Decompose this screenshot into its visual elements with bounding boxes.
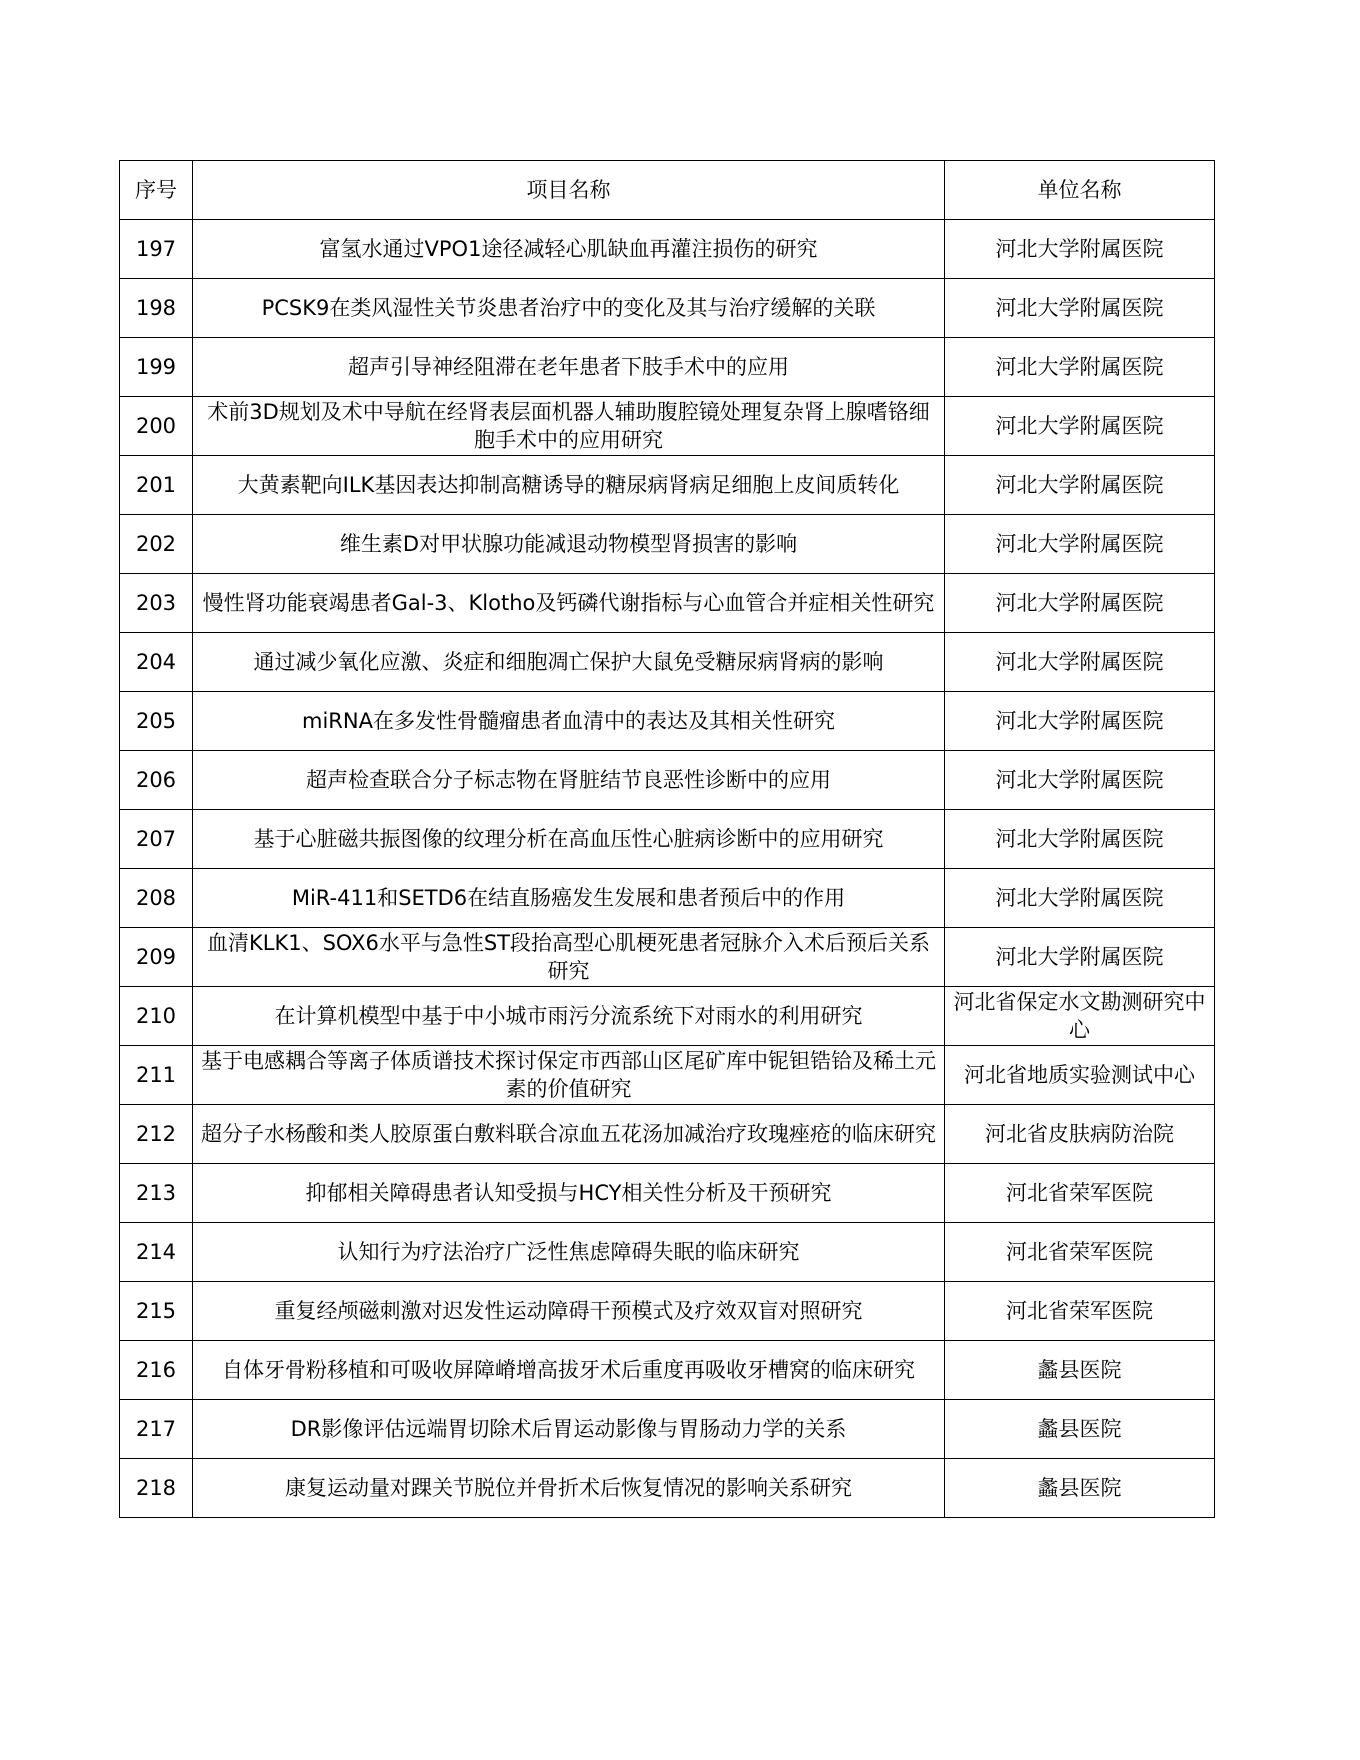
table-row xyxy=(120,1400,1215,1459)
table-row xyxy=(120,1223,1215,1282)
table-row xyxy=(120,869,1215,928)
serial-number-cell: 210 xyxy=(120,987,193,1046)
table-row xyxy=(120,1046,1215,1105)
table-row xyxy=(120,633,1215,692)
header-unit-name: 单位名称 xyxy=(945,161,1215,220)
serial-number-cell: 217 xyxy=(120,1400,193,1459)
serial-number-cell: 211 xyxy=(120,1046,193,1105)
serial-number-cell: 215 xyxy=(120,1282,193,1341)
project-name-cell: 基于电感耦合等离子体质谱技术探讨保定市西部山区尾矿库中铌钽锆铪及稀土元素的价值研究 xyxy=(193,1046,945,1105)
table-row xyxy=(120,220,1215,279)
table-row xyxy=(120,397,1215,456)
serial-number-cell: 205 xyxy=(120,692,193,751)
serial-number-cell: 203 xyxy=(120,574,193,633)
project-name-cell: 富氢水通过VPO1途径减轻心肌缺血再灌注损伤的研究 xyxy=(193,220,945,279)
table-header-row xyxy=(120,161,1215,220)
unit-name-cell: 河北省皮肤病防治院 xyxy=(945,1105,1215,1164)
serial-number-cell: 216 xyxy=(120,1341,193,1400)
project-name-cell: 维生素D对甲状腺功能减退动物模型肾损害的影响 xyxy=(193,515,945,574)
project-name-cell: 抑郁相关障碍患者认知受损与HCY相关性分析及干预研究 xyxy=(193,1164,945,1223)
table-row xyxy=(120,810,1215,869)
project-table xyxy=(119,160,1215,1518)
project-name-cell: PCSK9在类风湿性关节炎患者治疗中的变化及其与治疗缓解的关联 xyxy=(193,279,945,338)
unit-name-cell: 河北省荣军医院 xyxy=(945,1223,1215,1282)
serial-number-cell: 214 xyxy=(120,1223,193,1282)
unit-name-cell: 河北大学附属医院 xyxy=(945,692,1215,751)
serial-number-cell: 197 xyxy=(120,220,193,279)
table-row xyxy=(120,987,1215,1046)
serial-number-cell: 198 xyxy=(120,279,193,338)
table-row xyxy=(120,1282,1215,1341)
project-name-cell: 血清KLK1、SOX6水平与急性ST段抬高型心肌梗死患者冠脉介入术后预后关系研究 xyxy=(193,928,945,987)
unit-name-cell: 蠡县医院 xyxy=(945,1459,1215,1518)
table-row xyxy=(120,928,1215,987)
unit-name-cell: 河北省荣军医院 xyxy=(945,1282,1215,1341)
project-name-cell: 重复经颅磁刺激对迟发性运动障碍干预模式及疗效双盲对照研究 xyxy=(193,1282,945,1341)
unit-name-cell: 河北大学附属医院 xyxy=(945,574,1215,633)
table-row xyxy=(120,1341,1215,1400)
serial-number-cell: 200 xyxy=(120,397,193,456)
unit-name-cell: 河北大学附属医院 xyxy=(945,338,1215,397)
unit-name-cell: 蠡县医院 xyxy=(945,1341,1215,1400)
table-row xyxy=(120,692,1215,751)
serial-number-cell: 204 xyxy=(120,633,193,692)
unit-name-cell: 蠡县医院 xyxy=(945,1400,1215,1459)
serial-number-cell: 208 xyxy=(120,869,193,928)
project-name-cell: 超分子水杨酸和类人胶原蛋白敷料联合凉血五花汤加减治疗玫瑰痤疮的临床研究 xyxy=(193,1105,945,1164)
serial-number-cell: 202 xyxy=(120,515,193,574)
unit-name-cell: 河北大学附属医院 xyxy=(945,810,1215,869)
project-name-cell: 通过减少氧化应激、炎症和细胞凋亡保护大鼠免受糖尿病肾病的影响 xyxy=(193,633,945,692)
unit-name-cell: 河北大学附属医院 xyxy=(945,633,1215,692)
table-row xyxy=(120,515,1215,574)
table-row xyxy=(120,279,1215,338)
project-name-cell: 康复运动量对踝关节脱位并骨折术后恢复情况的影响关系研究 xyxy=(193,1459,945,1518)
unit-name-cell: 河北大学附属医院 xyxy=(945,869,1215,928)
project-name-cell: MiR-411和SETD6在结直肠癌发生发展和患者预后中的作用 xyxy=(193,869,945,928)
unit-name-cell: 河北省保定水文勘测研究中心 xyxy=(945,987,1215,1046)
unit-name-cell: 河北省荣军医院 xyxy=(945,1164,1215,1223)
serial-number-cell: 218 xyxy=(120,1459,193,1518)
table-row xyxy=(120,574,1215,633)
unit-name-cell: 河北大学附属医院 xyxy=(945,928,1215,987)
project-name-cell: 自体牙骨粉移植和可吸收屏障嵴增高拔牙术后重度再吸收牙槽窝的临床研究 xyxy=(193,1341,945,1400)
unit-name-cell: 河北大学附属医院 xyxy=(945,456,1215,515)
project-name-cell: 术前3D规划及术中导航在经肾表层面机器人辅助腹腔镜处理复杂肾上腺嗜铬细胞手术中的应用研究 xyxy=(193,397,945,456)
project-name-cell: 超声引导神经阻滞在老年患者下肢手术中的应用 xyxy=(193,338,945,397)
table-row xyxy=(120,1105,1215,1164)
table-row xyxy=(120,456,1215,515)
unit-name-cell: 河北大学附属医院 xyxy=(945,397,1215,456)
unit-name-cell: 河北大学附属医院 xyxy=(945,751,1215,810)
serial-number-cell: 201 xyxy=(120,456,193,515)
serial-number-cell: 213 xyxy=(120,1164,193,1223)
table-row xyxy=(120,1459,1215,1518)
unit-name-cell: 河北大学附属医院 xyxy=(945,515,1215,574)
project-name-cell: 认知行为疗法治疗广泛性焦虑障碍失眠的临床研究 xyxy=(193,1223,945,1282)
project-name-cell: 慢性肾功能衰竭患者Gal-3、Klotho及钙磷代谢指标与心血管合并症相关性研究 xyxy=(193,574,945,633)
serial-number-cell: 206 xyxy=(120,751,193,810)
unit-name-cell: 河北大学附属医院 xyxy=(945,220,1215,279)
table-row xyxy=(120,338,1215,397)
project-name-cell: miRNA在多发性骨髓瘤患者血清中的表达及其相关性研究 xyxy=(193,692,945,751)
serial-number-cell: 199 xyxy=(120,338,193,397)
serial-number-cell: 212 xyxy=(120,1105,193,1164)
table-row xyxy=(120,751,1215,810)
table-row xyxy=(120,1164,1215,1223)
unit-name-cell: 河北省地质实验测试中心 xyxy=(945,1046,1215,1105)
table-body xyxy=(120,220,1215,1518)
project-name-cell: DR影像评估远端胃切除术后胃运动影像与胃肠动力学的关系 xyxy=(193,1400,945,1459)
project-name-cell: 基于心脏磁共振图像的纹理分析在高血压性心脏病诊断中的应用研究 xyxy=(193,810,945,869)
project-name-cell: 大黄素靶向ILK基因表达抑制高糖诱导的糖尿病肾病足细胞上皮间质转化 xyxy=(193,456,945,515)
serial-number-cell: 207 xyxy=(120,810,193,869)
unit-name-cell: 河北大学附属医院 xyxy=(945,279,1215,338)
serial-number-cell: 209 xyxy=(120,928,193,987)
project-name-cell: 超声检查联合分子标志物在肾脏结节良恶性诊断中的应用 xyxy=(193,751,945,810)
header-project-name: 项目名称 xyxy=(193,161,945,220)
header-serial-number: 序号 xyxy=(120,161,193,220)
project-name-cell: 在计算机模型中基于中小城市雨污分流系统下对雨水的利用研究 xyxy=(193,987,945,1046)
